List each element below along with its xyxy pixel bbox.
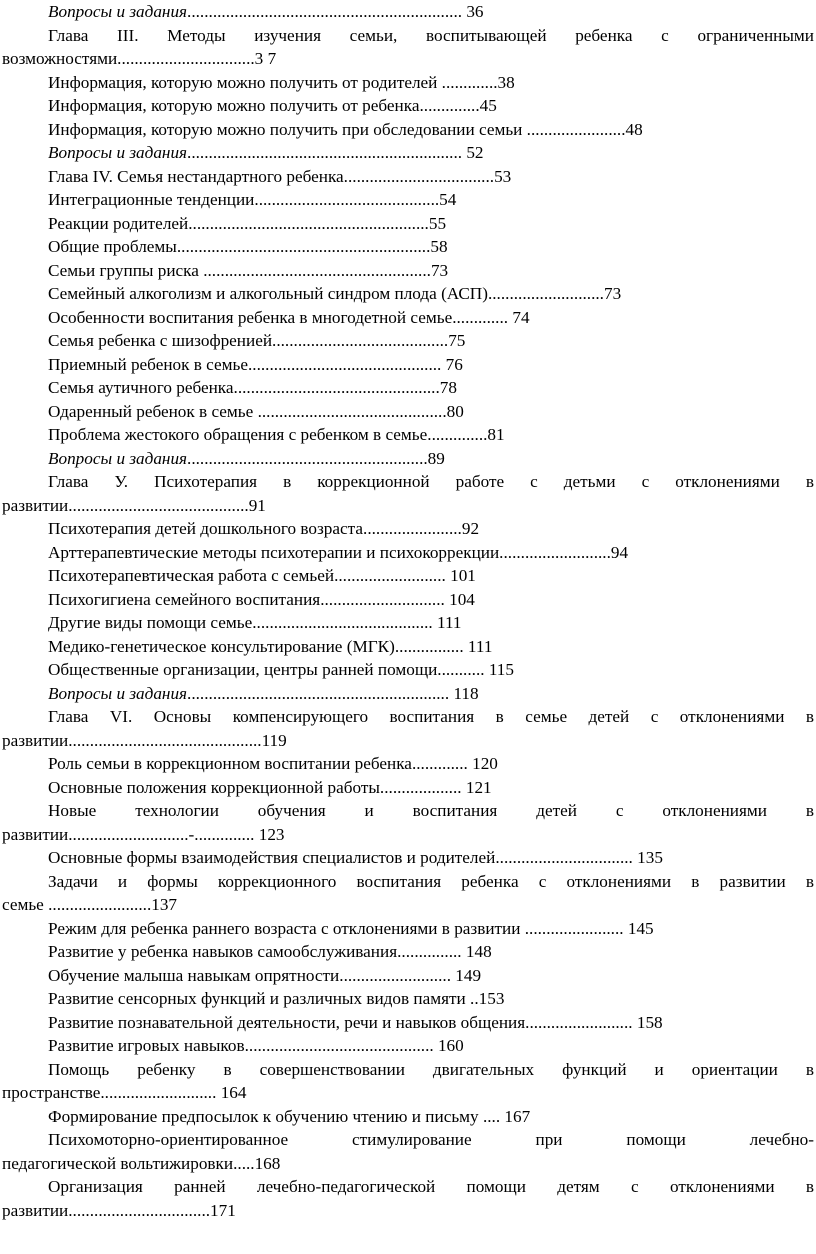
- toc-page-number: 45: [479, 96, 497, 115]
- toc-entry-text: Психотерапевтическая работа с семьей: [48, 566, 335, 585]
- toc-line: [0, 118, 816, 142]
- toc-dot-leader: ....: [482, 1106, 501, 1126]
- toc-line: [0, 141, 816, 165]
- toc-entry-text: Психотерапия детей дошкольного возраста: [48, 519, 364, 538]
- toc-entry-text: Вопросы и задания: [48, 143, 188, 162]
- toc-entry-text: Глава IV. Семья нестандартного ребенка: [48, 166, 344, 186]
- toc-page-number: 94: [610, 542, 629, 562]
- toc-entry-text: Развитие сенсорных функций и различных видов памяти: [48, 989, 471, 1008]
- toc-line: [0, 1175, 816, 1199]
- toc-entry-text: семье: [2, 895, 49, 914]
- toc-dot-leader: ...........: [437, 660, 485, 679]
- toc-dot-leader: ..........................: [339, 965, 451, 985]
- toc-entry-text: Семья аутичного ребенка: [48, 378, 234, 397]
- toc-line: [0, 494, 816, 518]
- toc-page-number: 58: [430, 237, 448, 256]
- toc-dot-leader: .....................................................: [203, 260, 431, 280]
- toc-line: [0, 24, 816, 48]
- toc-dot-leader: .........................: [525, 1012, 633, 1032]
- toc-dot-leader: ........................................................: [187, 448, 428, 468]
- toc-line: [0, 376, 816, 400]
- toc-entry-text: педагогической вольтижировки: [2, 1153, 234, 1173]
- toc-entry-text: возможностями: [2, 49, 118, 68]
- toc-entry-text: Семейный алкоголизм и алкогольный синдром плода (АСП): [48, 284, 488, 303]
- toc-line: [0, 893, 816, 917]
- toc-dot-leader: ............................................: [257, 401, 447, 421]
- toc-entry-text: Семьи группы риска: [48, 260, 204, 280]
- toc-entry-text: Проблема жестокого обращения с ребенком в семье: [48, 425, 428, 444]
- toc-dot-leader: ........................: [48, 895, 152, 914]
- toc-page-number: 81: [487, 425, 505, 444]
- toc-entry-text: Психогигиена семейного воспитания: [48, 589, 321, 609]
- toc-line: [0, 611, 816, 635]
- toc-entry-text: Обучение малыша навыкам опрятности: [48, 965, 340, 985]
- toc-entry-text: Реакции родителей: [48, 213, 189, 233]
- toc-entry-text: Другие виды помощи семье: [48, 613, 253, 632]
- toc-line: [0, 776, 816, 800]
- toc-dot-leader: .................................: [68, 1200, 211, 1220]
- toc-page-number: 91: [248, 495, 266, 515]
- toc-page-number: 137: [151, 895, 178, 914]
- toc-dot-leader: ............................-..............: [68, 824, 255, 844]
- toc-page-number: 3 7: [254, 49, 277, 68]
- toc-entry-text: Семья ребенка с шизофренией: [48, 331, 273, 350]
- toc-line: [0, 0, 816, 24]
- toc-entry-text: Основные формы взаимодействия специалистов и родителей: [48, 848, 496, 867]
- toc-dot-leader: ..........................: [499, 542, 611, 562]
- toc-line: [0, 917, 816, 941]
- toc-page-number: 55: [428, 213, 447, 233]
- toc-line: [0, 752, 816, 776]
- toc-dot-leader: ...........................: [100, 1083, 217, 1102]
- toc-line: [0, 1128, 816, 1152]
- toc-page-number: 48: [625, 119, 643, 139]
- toc-dot-leader: .............: [411, 754, 468, 773]
- toc-dot-leader: .....: [233, 1153, 255, 1173]
- toc-entry-text: Приемный ребенок в семье: [48, 354, 248, 374]
- toc-entry-text: Психомоторно-ориентированное стимулирование при помощи лечебно-: [48, 1130, 814, 1149]
- toc-entry-text: Вопросы и задания: [48, 683, 188, 703]
- toc-line: [0, 729, 816, 753]
- toc-page-number: 74: [508, 307, 530, 327]
- toc-page-number: 115: [484, 660, 514, 679]
- toc-page-number: 119: [261, 730, 287, 750]
- toc-dot-leader: ...........................: [487, 284, 604, 303]
- toc-page-number: 75: [448, 331, 466, 350]
- toc-line: [0, 1058, 816, 1082]
- toc-entry-text: Информация, которую можно получить от ребенка: [48, 96, 420, 115]
- toc-page-number: 78: [439, 378, 457, 397]
- toc-entry-text: Общие проблемы: [48, 237, 177, 256]
- toc-dot-leader: ...............: [397, 942, 462, 961]
- toc-page-number: 153: [478, 989, 505, 1008]
- toc-entry-text: развитии: [2, 824, 69, 844]
- toc-dot-leader: ................................: [495, 848, 633, 867]
- toc-entry-text: Роль семьи в коррекционном воспитании ребенка: [48, 754, 412, 773]
- toc-page-number: 52: [462, 143, 484, 162]
- toc-line: [0, 259, 816, 283]
- toc-line: [0, 541, 816, 565]
- toc-entry-text: пространстве: [2, 1083, 101, 1102]
- toc-entry-text: Вопросы и задания: [48, 448, 188, 468]
- toc-entry-text: Медико-генетическое консультирование (МГК): [48, 636, 395, 656]
- toc-line: [0, 447, 816, 471]
- toc-line: [0, 94, 816, 118]
- toc-dot-leader: ..............: [427, 425, 488, 444]
- toc-entry-text: Новые технологии обучения и воспитания детей с отклонениями в: [48, 801, 814, 820]
- toc-entry-text: Информация, которую можно получить от родителей: [48, 72, 442, 92]
- toc-dot-leader: ..........................: [334, 566, 446, 585]
- toc-entry-text: Вопросы и задания: [48, 2, 188, 21]
- toc-dot-leader: ................................................: [233, 378, 440, 397]
- toc-page-number: 80: [446, 401, 464, 421]
- toc-page-number: 135: [632, 848, 663, 867]
- toc-dot-leader: .......................: [524, 918, 624, 938]
- toc-page-number: 104: [444, 589, 475, 609]
- toc-line: [0, 1011, 816, 1035]
- toc-entry-text: развитии: [2, 730, 69, 750]
- toc-dot-leader: .........................................: [272, 331, 449, 350]
- toc-entry-text: развитии: [2, 1200, 69, 1220]
- toc-line: [0, 1199, 816, 1223]
- toc-line: [0, 212, 816, 236]
- toc-dot-leader: ................................................................: [187, 2, 463, 21]
- toc-dot-leader: ..........................................: [252, 613, 433, 632]
- toc-entry-text: Глава У. Психотерапия в коррекционной работе с детьми с отклонениями в: [48, 472, 814, 491]
- toc-line: [0, 517, 816, 541]
- toc-line: [0, 47, 816, 71]
- toc-line: [0, 799, 816, 823]
- toc-dot-leader: ........................................................: [188, 213, 429, 233]
- toc-entry-text: Арттерапевтические методы психотерапии и психокоррекции: [48, 542, 500, 562]
- toc-entry-text: Формирование предпосылок к обучению чтению и письму: [48, 1106, 483, 1126]
- toc-dot-leader: ................: [394, 636, 464, 656]
- toc-dot-leader: .............: [441, 72, 498, 92]
- toc-line: [0, 635, 816, 659]
- toc-entry-text: Помощь ребенку в совершенствовании двигательных функций и ориентации в: [48, 1059, 814, 1079]
- toc-entry-text: Развитие игровых навыков: [48, 1036, 245, 1055]
- toc-page-number: 111: [432, 613, 462, 632]
- toc-line: [0, 1034, 816, 1058]
- toc-line: [0, 1152, 816, 1176]
- toc-entry-text: Информация, которую можно получить при обследовании семьи: [48, 119, 527, 139]
- toc-page-number: 148: [461, 942, 492, 961]
- toc-entry-text: Развитие у ребенка навыков самообслуживания: [48, 942, 398, 961]
- toc-page-number: 167: [500, 1106, 531, 1126]
- toc-dot-leader: .............: [452, 307, 509, 327]
- toc-line: [0, 987, 816, 1011]
- toc-line: [0, 682, 816, 706]
- toc-line: [0, 564, 816, 588]
- toc-line: [0, 329, 816, 353]
- toc-entry-text: Глава III. Методы изучения семьи, воспитывающей ребенка с ограниченными: [48, 25, 814, 45]
- toc-entry-text: Глава VI. Основы компенсирующего воспитания в семье детей с отклонениями в: [48, 707, 814, 726]
- toc-entry-text: развитии: [2, 495, 69, 515]
- toc-entry-text: Одаренный ребенок в семье: [48, 401, 258, 421]
- toc-dot-leader: ...................: [379, 777, 462, 797]
- toc-page-number: 121: [461, 777, 492, 797]
- toc-page-number: 73: [430, 260, 449, 280]
- toc-page-number: 171: [210, 1200, 236, 1220]
- toc-page-number: 160: [433, 1036, 464, 1055]
- toc-line: [0, 423, 816, 447]
- toc-entry-text: Интеграционные тенденции: [48, 190, 255, 209]
- toc-line: [0, 658, 816, 682]
- toc-page-number: 92: [461, 519, 480, 538]
- toc-page-number: 73: [603, 284, 622, 303]
- toc-line: [0, 306, 816, 330]
- toc-page-number: 38: [497, 72, 515, 92]
- toc-line: [0, 71, 816, 95]
- toc-line: [0, 400, 816, 424]
- toc-dot-leader: ...........................................: [254, 190, 440, 209]
- toc-page-number: 54: [439, 190, 457, 209]
- toc-entry-text: Общественные организации, центры ранней помощи: [48, 660, 438, 679]
- toc-entry-text: Организация ранней лечебно-педагогической помощи детям с отклонениями в: [48, 1177, 814, 1196]
- toc-line: [0, 964, 816, 988]
- toc-line: [0, 1081, 816, 1105]
- toc-dot-leader: .......................: [526, 119, 626, 139]
- toc-line: [0, 823, 816, 847]
- toc-line: [0, 870, 816, 894]
- toc-line: [0, 165, 816, 189]
- toc-dot-leader: ..........................................: [68, 495, 249, 515]
- toc-dot-leader: .............................................: [247, 354, 442, 374]
- toc-dot-leader: .............................................: [68, 730, 262, 750]
- toc-dot-leader: ............................................: [244, 1036, 434, 1055]
- toc-page-number: 118: [449, 683, 479, 703]
- toc-line: [0, 588, 816, 612]
- toc-entry-text: Задачи и формы коррекционного воспитания ребенка с отклонениями в развитии в: [48, 871, 814, 891]
- toc-dot-leader: ................................: [117, 49, 255, 68]
- toc-dot-leader: ...................................: [343, 166, 495, 186]
- toc-dot-leader: ...........................................................: [176, 237, 431, 256]
- toc-page-number: 120: [467, 754, 498, 773]
- toc-dot-leader: .............................: [320, 589, 445, 609]
- toc-entry-text: Особенности воспитания ребенка в многодетной семье: [48, 307, 453, 327]
- toc-line: [0, 470, 816, 494]
- toc-line: [0, 846, 816, 870]
- toc-entry-text: Развитие познавательной деятельности, речи и навыков общения: [48, 1012, 526, 1032]
- toc-page-number: 164: [216, 1083, 247, 1102]
- toc-dot-leader: ..: [470, 989, 479, 1008]
- toc-line: [0, 282, 816, 306]
- toc-page-number: 76: [441, 354, 463, 374]
- toc-page-number: 158: [632, 1012, 663, 1032]
- toc-dot-leader: .............................................................: [187, 683, 450, 703]
- toc-page-number: 168: [254, 1153, 281, 1173]
- toc-line: [0, 940, 816, 964]
- toc-dot-leader: ..............: [419, 96, 480, 115]
- toc-page-number: 89: [427, 448, 445, 468]
- toc-line: [0, 188, 816, 212]
- toc-page-number: 53: [494, 166, 512, 186]
- toc-page-number: 145: [623, 918, 654, 938]
- toc-dot-leader: ................................................................: [187, 143, 463, 162]
- toc-page-number: 123: [254, 824, 285, 844]
- toc-line: [0, 353, 816, 377]
- toc-line: [0, 705, 816, 729]
- toc-page-number: 101: [445, 566, 476, 585]
- toc-entry-text: Основные положения коррекционной работы: [48, 777, 380, 797]
- toc-page-number: 149: [450, 965, 482, 985]
- toc-line: [0, 235, 816, 259]
- toc-page-number: 111: [463, 636, 493, 656]
- toc-dot-leader: .......................: [363, 519, 462, 538]
- toc-page-number: 36: [462, 2, 484, 21]
- toc-line: [0, 1105, 816, 1129]
- toc-entry-text: Режим для ребенка раннего возраста с отклонениями в развитии: [48, 918, 525, 938]
